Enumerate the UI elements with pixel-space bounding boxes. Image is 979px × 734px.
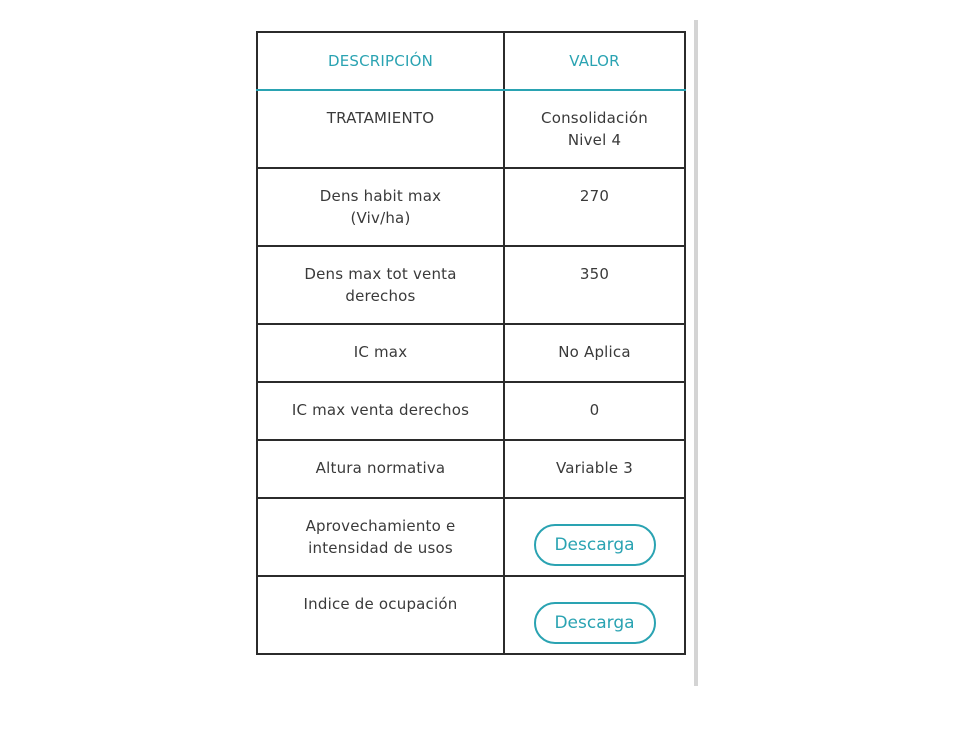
row-description bbox=[257, 440, 504, 498]
panel-scrollbar[interactable] bbox=[694, 20, 698, 686]
row-description-text: Indice de ocupación bbox=[303, 595, 458, 613]
attributes-table bbox=[256, 31, 686, 655]
row-value bbox=[504, 498, 685, 576]
download-button-ocupacion[interactable]: Descarga bbox=[534, 602, 656, 644]
table-row bbox=[257, 440, 685, 498]
row-value bbox=[504, 382, 685, 440]
table-row bbox=[257, 90, 685, 168]
row-value bbox=[504, 324, 685, 382]
row-description bbox=[257, 498, 504, 576]
row-value bbox=[504, 440, 685, 498]
row-value bbox=[504, 90, 685, 168]
row-value bbox=[504, 168, 685, 246]
row-value-text: No Aplica bbox=[558, 343, 631, 361]
row-value bbox=[504, 576, 685, 654]
row-value-text: 350 bbox=[579, 265, 610, 283]
row-description bbox=[257, 168, 504, 246]
row-description-text: Dens habit max (Viv/ha) bbox=[319, 187, 442, 227]
row-value-text: Consolidación Nivel 4 bbox=[541, 109, 648, 149]
row-description bbox=[257, 246, 504, 324]
row-description-text: IC max venta derechos bbox=[291, 401, 470, 419]
row-description-text: Dens max tot venta derechos bbox=[304, 265, 457, 305]
row-value-text: Variable 3 bbox=[555, 459, 634, 477]
row-description-text: TRATAMIENTO bbox=[326, 109, 435, 127]
row-value-text: 270 bbox=[579, 187, 610, 205]
row-value bbox=[504, 246, 685, 324]
row-description-text: Aprovechamiento e intensidad de usos bbox=[305, 517, 456, 557]
table-header-row bbox=[257, 32, 685, 90]
row-description bbox=[257, 576, 504, 654]
row-description-text: IC max bbox=[353, 343, 408, 361]
row-description bbox=[257, 382, 504, 440]
row-value-text: 0 bbox=[589, 401, 600, 419]
table-row bbox=[257, 324, 685, 382]
row-description bbox=[257, 90, 504, 168]
header-value: VALOR bbox=[504, 32, 685, 90]
table-row bbox=[257, 168, 685, 246]
table-row bbox=[257, 576, 685, 654]
table-row bbox=[257, 246, 685, 324]
header-description: DESCRIPCIÓN bbox=[257, 32, 504, 90]
row-description-text: Altura normativa bbox=[315, 459, 446, 477]
row-description bbox=[257, 324, 504, 382]
download-button-aprovechamiento[interactable]: Descarga bbox=[534, 524, 656, 566]
table-row bbox=[257, 382, 685, 440]
table-row bbox=[257, 498, 685, 576]
